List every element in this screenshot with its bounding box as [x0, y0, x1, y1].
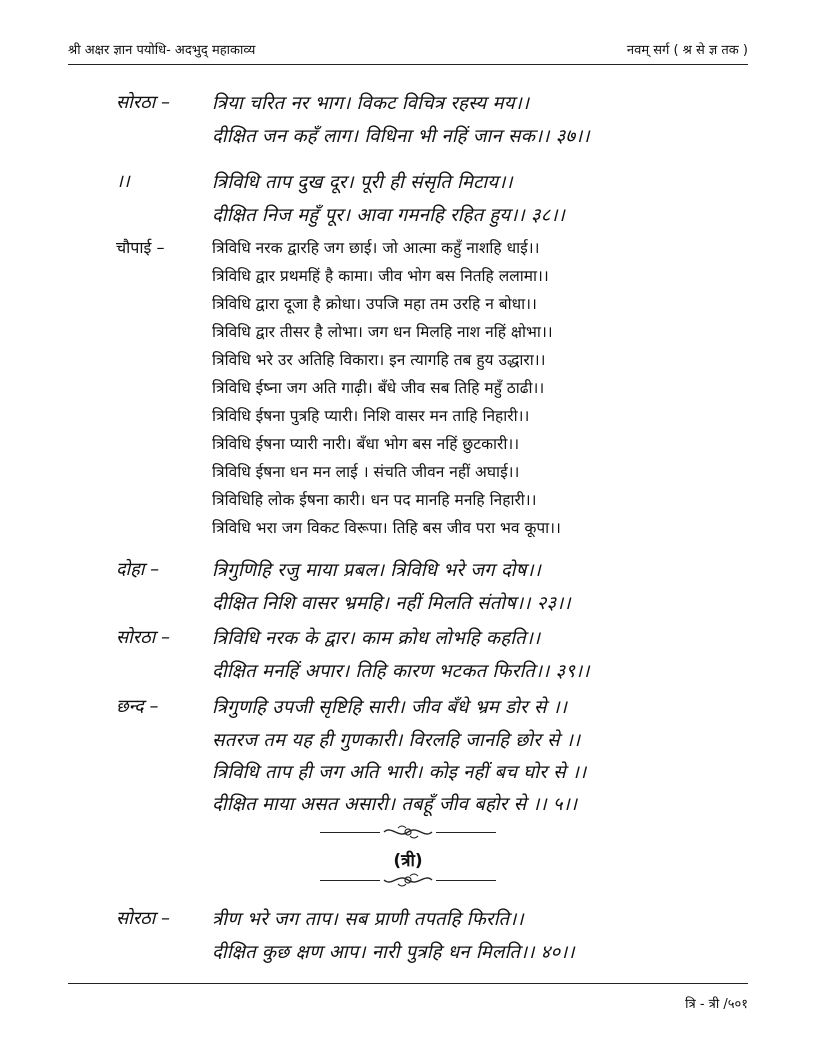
verse-line: दीक्षित जन कहँ लाग। विधिना भी नहिं जान सक।। ३७।। — [212, 126, 590, 147]
chaupai-line: त्रिविधि भरा जग विकट विरूपा। तिहि बस जीव परा भव कूपा।। — [212, 519, 561, 537]
verse-line: दीक्षित निज महुँ पूर। आवा गमनहि रहित हुय।। ३८।। — [212, 205, 565, 226]
chaupai-line: त्रिविधि द्वार प्रथमहिं है कामा। जीव भोग बस नितहि ललामा।। — [212, 267, 549, 285]
verse-label-chhand: छन्द – — [116, 696, 159, 717]
verse-line: दीक्षित कुछ क्षण आप। नारी पुत्रहि धन मिलति।। ४०।। — [212, 942, 575, 963]
verse-line: त्रिया चरित नर भाग। विकट विचित्र रहस्य मय।। — [212, 93, 530, 114]
verse-label-soratha: सोरठा – — [116, 627, 171, 648]
chaupai-line: त्रिविधि नरक द्वारहि जग छाई। जो आत्मा कहुँ नाशहि धाई।। — [212, 239, 540, 257]
verse-line: त्रिगुणहि उपजी सृष्टिहि सारी। जीव बँधे भ्रम डोर से ।। — [212, 697, 568, 718]
verse-line: त्रिविधि ताप ही जग अति भारी। कोइ नहीं बच घोर से ।। — [212, 762, 587, 783]
chaupai-line: त्रिविधि भरे उर अतिहि विकारा। इन त्यागहि तब हुय उद्धारा।। — [212, 351, 546, 369]
verse-line: दीक्षित निशि वासर भ्रमहि। नहीं मिलति संतोष।। २३।। — [212, 593, 571, 614]
verse-line: दीक्षित माया असत असारी। तबहूँ जीव बहोर से ।। ५।। — [212, 794, 578, 815]
verse-line: त्रिगुणिहि रजु माया प्रबल। त्रिविधि भरे जग दोष।। — [212, 560, 541, 581]
footer-rule — [68, 983, 748, 984]
section-title: (त्री) — [393, 851, 423, 871]
verse-line: दीक्षित मनहिं अपार। तिहि कारण भटकत फिरति।। ३९।। — [212, 661, 590, 682]
chapter-title: नवम् सर्ग ( श्र से ज्ञ तक ) — [626, 43, 748, 58]
verse-line: त्रिविधि नरक के द्वार। काम क्रोध लोभहि कहति।। — [212, 628, 541, 649]
chaupai-line: त्रिविधि ईषना धन मन लाई । संचति जीवन नहीं अघाई।। — [212, 463, 520, 481]
book-title: श्री अक्षर ज्ञान पयोधि- अदभुद् महाकाव्य — [68, 43, 256, 58]
page-number: त्रि - त्री /५०१ — [685, 997, 748, 1012]
chaupai-line: त्रिविधि ईष्ना जग अति गाढ़ी। बँधे जीव सब तिहि महुँ ठाढी।। — [212, 379, 545, 397]
verse-label-soratha: सोरठा – — [116, 908, 171, 929]
flourish-icon — [382, 823, 434, 841]
verse-line: सतरज तम यह ही गुणकारी। विरलहि जानहि छोर से ।। — [212, 730, 581, 751]
verse-line: त्रिविधि ताप दुख दूर। पूरी ही संसृति मिटाय।। — [212, 172, 513, 193]
page-header — [68, 38, 748, 65]
verse-label-marker: ।। — [116, 171, 130, 192]
chaupai-line: त्रिविधि ईषना पुत्रहि प्यारी। निशि वासर मन ताहि निहारी।। — [212, 407, 530, 425]
verse-label-soratha: सोरठा – — [116, 92, 171, 113]
verse-label-doha: दोहा – — [116, 559, 160, 580]
chaupai-line: त्रिविधि द्वार तीसर है लोभा। जग धन मिलहि नाश नहिं क्षोभा।। — [212, 323, 553, 341]
ornament-divider-bottom — [320, 871, 496, 889]
verse-line: त्रीण भरे जग ताप। सब प्राणी तपतहि फिरति।। — [212, 909, 524, 930]
chaupai-line: त्रिविधिहि लोक ईषना कारी। धन पद मानहि मनहि निहारी।। — [212, 491, 537, 509]
ornament-divider-top — [320, 823, 496, 841]
verse-label-chaupai: चौपाई – — [116, 238, 165, 257]
flourish-icon — [382, 871, 434, 889]
chaupai-line: त्रिविधि द्वारा दूजा है क्रोधा। उपजि महा तम उरहि न बोधा।। — [212, 295, 537, 313]
chaupai-line: त्रिविधि ईषना प्यारी नारी। बँधा भोग बस नहिं छुटकारी।। — [212, 435, 520, 453]
